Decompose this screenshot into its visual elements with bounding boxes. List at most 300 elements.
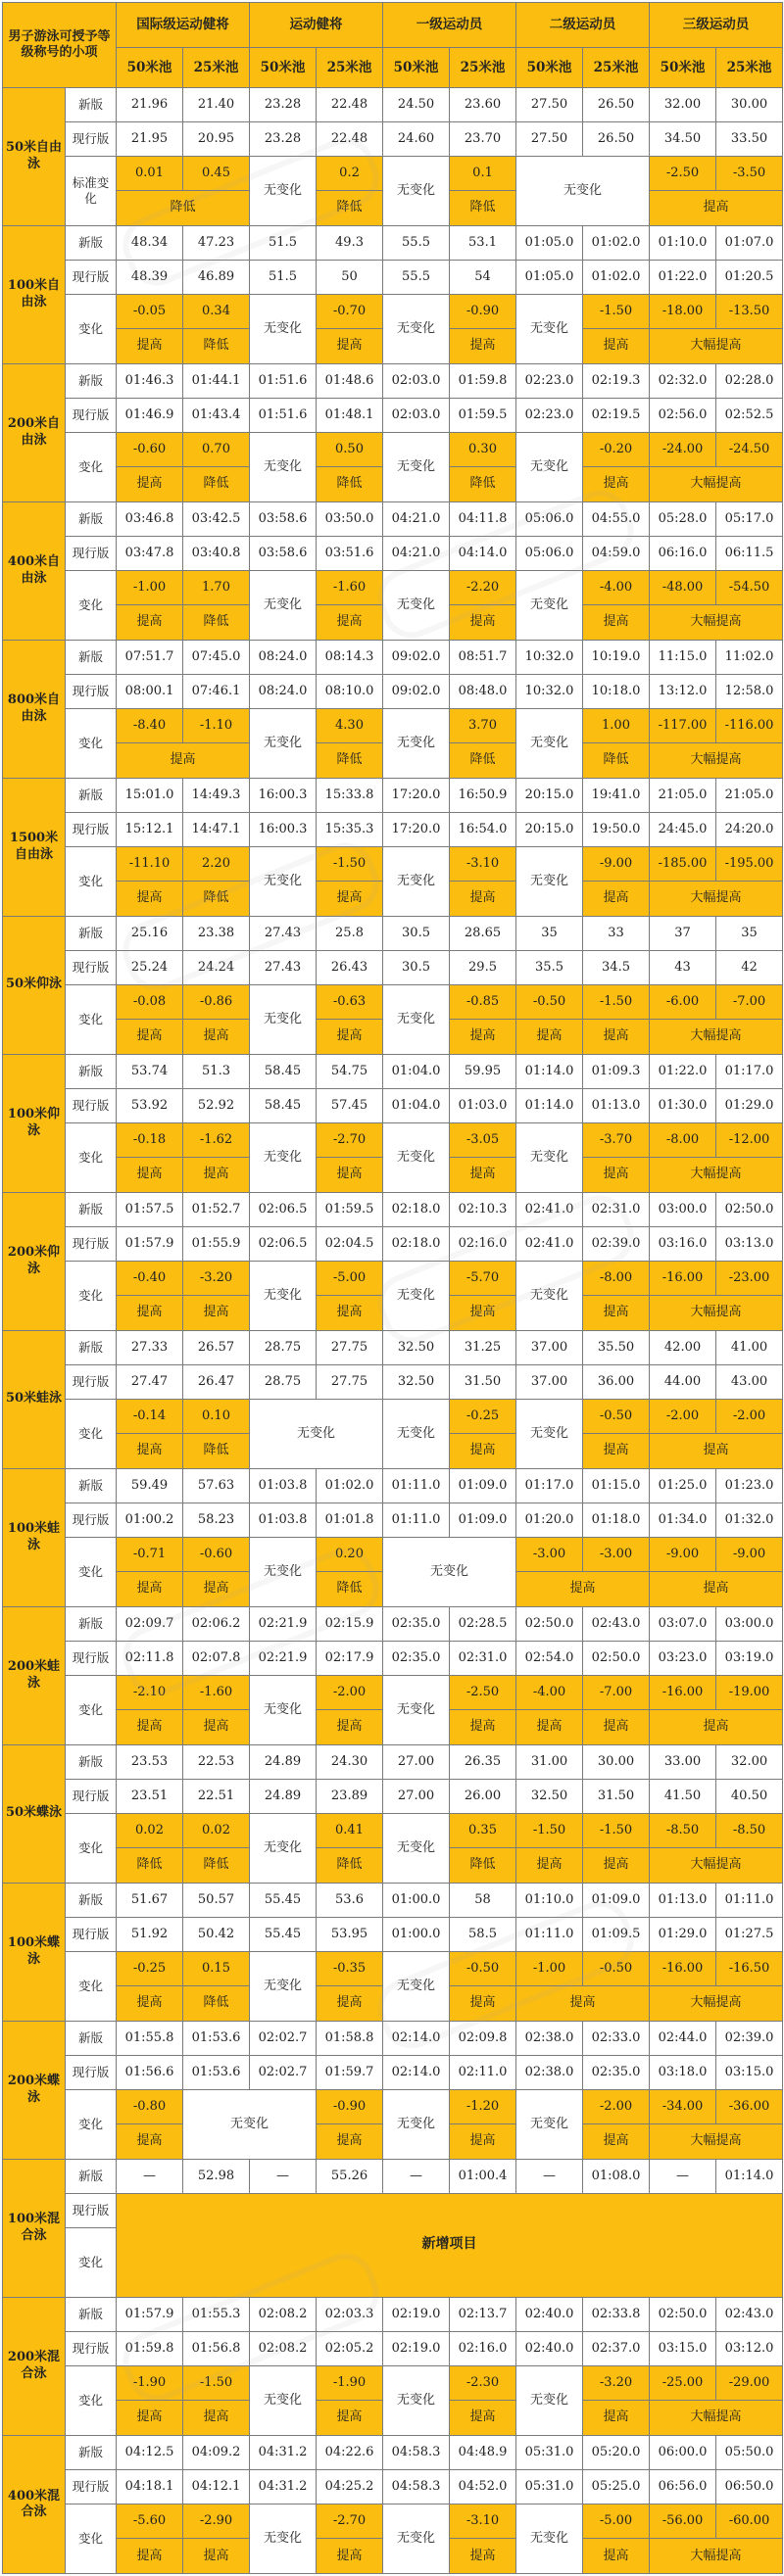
value-current: 01:20.0	[516, 1503, 583, 1537]
row-label-new: 新版	[66, 2435, 117, 2469]
header-row-pools	[3, 48, 783, 87]
change-unchanged: 无变化	[250, 157, 317, 226]
value-new: 02:44.0	[650, 2021, 716, 2055]
value-new: 08:14.3	[317, 640, 383, 674]
value-new: 01:46.3	[117, 363, 183, 398]
value-current: 53.95	[317, 1917, 383, 1951]
value-current: 01:57.9	[117, 1226, 183, 1261]
change-value: -0.35	[317, 1952, 383, 1986]
change-unchanged: 无变化	[250, 1676, 317, 1745]
change-value: 0.45	[183, 157, 250, 191]
table-row	[3, 2504, 783, 2539]
change-unchanged: 无变化	[383, 1400, 450, 1469]
change-verdict: 提高	[117, 2539, 183, 2574]
change-value: -4.00	[583, 571, 650, 605]
value-current: 23.70	[450, 121, 516, 156]
value-new: 37	[650, 916, 716, 950]
value-new: 28.75	[250, 1330, 317, 1364]
table-row	[3, 501, 783, 536]
table-row	[3, 985, 783, 1020]
table-row	[3, 2366, 783, 2401]
value-new: 53.1	[450, 225, 516, 260]
change-value: -1.60	[183, 1676, 250, 1710]
row-label-new: 新版	[66, 501, 117, 536]
value-current: 02:11.8	[117, 1641, 183, 1675]
change-verdict: 提高	[516, 1848, 583, 1883]
value-current: 44.00	[650, 1364, 716, 1399]
value-current: 58.23	[183, 1503, 250, 1537]
value-new: 01:03.8	[250, 1468, 317, 1503]
value-current: 08:00.1	[117, 674, 183, 708]
table-row	[3, 1503, 783, 1537]
value-current: 20:15.0	[516, 812, 583, 846]
value-current: 14:47.1	[183, 812, 250, 846]
change-value: -3.05	[450, 1123, 516, 1158]
change-value: -16.00	[650, 1262, 716, 1296]
change-unchanged: 无变化	[516, 2504, 583, 2574]
change-value: -7.00	[583, 1676, 650, 1710]
value-new: —	[383, 2159, 450, 2193]
change-verdict: 降低	[317, 191, 383, 225]
value-current: 01:04.0	[383, 1088, 450, 1122]
value-current: 02:07.8	[183, 1641, 250, 1675]
change-verdict: 提高	[317, 2124, 383, 2159]
change-value: 0.10	[183, 1400, 250, 1434]
event-name: 100米仰泳	[3, 1054, 66, 1192]
value-new: 50.57	[183, 1883, 250, 1917]
value-new: 02:06.5	[250, 1192, 317, 1226]
row-label-change: 变化	[66, 1676, 117, 1745]
change-verdict: 降低	[450, 191, 516, 225]
value-new: 01:58.8	[317, 2021, 383, 2055]
event-name: 400米混合泳	[3, 2435, 66, 2573]
value-current: 08:24.0	[250, 674, 317, 708]
change-value: -4.00	[516, 1676, 583, 1710]
change-verdict: 提高	[583, 2401, 650, 2435]
value-new: —	[117, 2159, 183, 2193]
table-row	[3, 225, 783, 260]
change-verdict: 降低	[450, 1848, 516, 1883]
value-current: 34.5	[583, 950, 650, 984]
value-current: 02:21.9	[250, 1641, 317, 1675]
value-current: 01:32.0	[716, 1503, 783, 1537]
change-verdict: 大幅提高	[650, 467, 783, 501]
table-row	[3, 2297, 783, 2331]
value-current: 02:38.0	[516, 2055, 583, 2089]
change-value: -0.86	[183, 985, 250, 1020]
value-new: 02:09.7	[117, 1606, 183, 1641]
change-unchanged: 无变化	[250, 1400, 383, 1469]
value-current: 17:20.0	[383, 812, 450, 846]
value-current: 54	[450, 260, 516, 294]
change-value: 0.01	[117, 157, 183, 191]
value-current: 03:15.0	[650, 2331, 716, 2365]
event-name: 800米自由泳	[3, 640, 66, 778]
change-value: 0.35	[450, 1814, 516, 1848]
change-unchanged: 无变化	[516, 1400, 583, 1469]
change-verdict: 降低	[183, 882, 250, 916]
change-value: 0.20	[317, 1538, 383, 1572]
event-name: 200米自由泳	[3, 363, 66, 501]
change-value: -9.00	[716, 1538, 783, 1572]
value-new: 17:20.0	[383, 778, 450, 812]
value-new: 04:21.0	[383, 501, 450, 536]
value-current: 01:56.8	[183, 2331, 250, 2365]
change-value: -1.60	[317, 571, 383, 605]
value-new: 10:32.0	[516, 640, 583, 674]
value-new: 01:53.6	[183, 2021, 250, 2055]
change-verdict: 提高	[516, 1710, 583, 1744]
change-verdict: 降低	[183, 605, 250, 640]
value-current: 28.75	[250, 1364, 317, 1399]
value-current: 27.75	[317, 1364, 383, 1399]
change-unchanged: 无变化	[516, 433, 583, 502]
value-current: 06:16.0	[650, 536, 716, 570]
table-row	[3, 1364, 783, 1399]
value-current: 02:35.0	[583, 2055, 650, 2089]
level-header: 三级运动员	[650, 3, 783, 48]
value-current: 31.50	[450, 1364, 516, 1399]
change-unchanged: 无变化	[383, 295, 450, 364]
change-value: -9.00	[650, 1538, 716, 1572]
change-value: -24.00	[650, 433, 716, 467]
value-current: 10:18.0	[583, 674, 650, 708]
value-new: 19:41.0	[583, 778, 650, 812]
change-unchanged: 无变化	[383, 985, 450, 1055]
value-current: 02:19.0	[383, 2331, 450, 2365]
table-row	[3, 433, 783, 467]
change-value: -54.50	[716, 571, 783, 605]
value-current: 01:59.7	[317, 2055, 383, 2089]
change-verdict: 提高	[117, 1020, 183, 1054]
row-label-current: 现行版	[66, 1226, 117, 1261]
change-verdict: 提高	[583, 1434, 650, 1468]
value-new: 01:52.7	[183, 1192, 250, 1226]
change-value: -1.00	[117, 571, 183, 605]
value-new: 55.5	[383, 225, 450, 260]
value-current: 03:13.0	[716, 1226, 783, 1261]
value-new: 26.57	[183, 1330, 250, 1364]
table-row	[3, 640, 783, 674]
value-new: 24.50	[383, 87, 450, 121]
change-value: -3.70	[583, 1123, 650, 1158]
table-row	[3, 2193, 783, 2227]
value-current: 27.00	[383, 1779, 450, 1813]
value-current: 16:00.3	[250, 812, 317, 846]
value-new: 23.60	[450, 87, 516, 121]
value-new: 05:17.0	[716, 501, 783, 536]
value-new: 53.6	[317, 1883, 383, 1917]
change-unchanged: 无变化	[516, 571, 583, 641]
change-verdict: 大幅提高	[650, 2539, 783, 2574]
value-new: 02:33.0	[583, 2021, 650, 2055]
change-verdict: 降低	[117, 1848, 183, 1883]
change-value: -3.00	[516, 1538, 583, 1572]
event-name: 1500米自由泳	[3, 778, 66, 916]
table-row	[3, 1330, 783, 1364]
change-verdict: 提高	[183, 1572, 250, 1606]
change-unchanged: 无变化	[516, 1123, 583, 1193]
value-current: 01:05.0	[516, 260, 583, 294]
change-verdict: 提高	[317, 1020, 383, 1054]
value-new: 02:19.3	[583, 363, 650, 398]
event-name: 100米蝶泳	[3, 1883, 66, 2021]
value-current: 01:43.4	[183, 398, 250, 432]
change-verdict: 提高	[183, 2539, 250, 2574]
change-verdict: 提高	[450, 1710, 516, 1744]
change-value: -2.30	[450, 2366, 516, 2401]
value-current: 04:14.0	[450, 536, 516, 570]
value-new: 21:05.0	[716, 778, 783, 812]
value-new: 37.00	[516, 1330, 583, 1364]
row-label-current: 现行版	[66, 1917, 117, 1951]
value-new: 04:12.5	[117, 2435, 183, 2469]
change-verdict: 降低	[183, 1986, 250, 2021]
value-new: 02:39.0	[716, 2021, 783, 2055]
table-row	[3, 398, 783, 432]
change-value: -185.00	[650, 847, 716, 882]
value-new: 52.98	[183, 2159, 250, 2193]
change-value: -8.00	[650, 1123, 716, 1158]
change-value: -2.00	[716, 1400, 783, 1434]
value-new: 49.3	[317, 225, 383, 260]
value-new: 11:15.0	[650, 640, 716, 674]
table-row	[3, 916, 783, 950]
change-value: -2.20	[450, 571, 516, 605]
table-row	[3, 2469, 783, 2504]
value-current: 01:03.8	[250, 1503, 317, 1537]
value-current: 02:18.0	[383, 1226, 450, 1261]
change-value: 0.02	[117, 1814, 183, 1848]
value-new: 01:14.0	[716, 2159, 783, 2193]
change-verdict: 降低	[183, 329, 250, 363]
table-row	[3, 709, 783, 743]
value-current: 02:56.0	[650, 398, 716, 432]
change-unchanged: 无变化	[250, 295, 317, 364]
change-verdict: 提高	[117, 1434, 183, 1468]
value-new: 32.00	[650, 87, 716, 121]
value-current: 27.50	[516, 121, 583, 156]
value-new: 02:23.0	[516, 363, 583, 398]
change-value: -0.71	[117, 1538, 183, 1572]
change-value: -1.50	[317, 847, 383, 882]
change-unchanged: 无变化	[383, 2090, 450, 2160]
change-verdict: 提高	[516, 1986, 650, 2021]
value-new: 14:49.3	[183, 778, 250, 812]
value-new: 51.67	[117, 1883, 183, 1917]
change-verdict: 提高	[516, 1572, 650, 1606]
value-current: 35.5	[516, 950, 583, 984]
table-row	[3, 2159, 783, 2193]
value-current: 55.45	[250, 1917, 317, 1951]
value-current: 02:31.0	[450, 1641, 516, 1675]
change-value: -1.62	[183, 1123, 250, 1158]
value-new: 02:38.0	[516, 2021, 583, 2055]
change-value: -12.00	[716, 1123, 783, 1158]
value-new: 03:50.0	[317, 501, 383, 536]
value-current: 03:16.0	[650, 1226, 716, 1261]
row-label-new: 新版	[66, 1192, 117, 1226]
value-new: 24.89	[250, 1744, 317, 1779]
change-value: -0.40	[117, 1262, 183, 1296]
value-new: 27.75	[317, 1330, 383, 1364]
change-verdict: 提高	[583, 467, 650, 501]
pool-header: 50米池	[516, 48, 583, 87]
value-new: 02:35.0	[383, 1606, 450, 1641]
value-current: 01:14.0	[516, 1088, 583, 1122]
change-verdict: 提高	[117, 882, 183, 916]
event-name: 50米自由泳	[3, 87, 66, 225]
change-value: -18.00	[650, 295, 716, 329]
change-unchanged: 无变化	[516, 709, 583, 779]
value-current: 01:03.0	[450, 1088, 516, 1122]
change-verdict: 提高	[583, 882, 650, 916]
change-verdict: 提高	[450, 1020, 516, 1054]
change-value: -0.50	[583, 1400, 650, 1434]
table-row	[3, 1468, 783, 1503]
change-verdict: 提高	[183, 1020, 250, 1054]
value-current: 02:37.0	[583, 2331, 650, 2365]
change-value: -1.50	[183, 2366, 250, 2401]
value-new: 05:50.0	[716, 2435, 783, 2469]
change-unchanged: 无变化	[383, 1538, 516, 1607]
change-verdict: 提高	[650, 1434, 783, 1468]
table-row	[3, 1088, 783, 1122]
table-row	[3, 1400, 783, 1434]
value-new: 47.23	[183, 225, 250, 260]
event-name: 200米蛙泳	[3, 1606, 66, 1744]
value-new: 57.63	[183, 1468, 250, 1503]
value-new: 30.00	[716, 87, 783, 121]
value-new: 03:00.0	[650, 1192, 716, 1226]
value-current: 33.50	[716, 121, 783, 156]
pool-header: 25米池	[183, 48, 250, 87]
change-verdict: 提高	[583, 1710, 650, 1744]
value-new: 25.8	[317, 916, 383, 950]
row-label-current: 现行版	[66, 1364, 117, 1399]
value-current: 01:09.5	[583, 1917, 650, 1951]
table-row	[3, 674, 783, 708]
value-new: 02:32.0	[650, 363, 716, 398]
change-verdict: 大幅提高	[650, 1296, 783, 1330]
value-new: 59.95	[450, 1054, 516, 1088]
table-row	[3, 1917, 783, 1951]
value-current: 43	[650, 950, 716, 984]
change-value: 4.30	[317, 709, 383, 743]
change-value: -2.00	[317, 1676, 383, 1710]
change-unchanged: 无变化	[383, 157, 450, 226]
change-verdict: 提高	[450, 1296, 516, 1330]
value-new: 01:25.0	[650, 1468, 716, 1503]
value-current: 02:06.5	[250, 1226, 317, 1261]
value-current: 04:12.1	[183, 2469, 250, 2504]
level-header: 二级运动员	[516, 3, 650, 48]
value-new: 01:10.0	[516, 1883, 583, 1917]
row-label-change: 变化	[66, 1538, 117, 1607]
row-label-new: 新版	[66, 778, 117, 812]
value-current: 58.45	[250, 1088, 317, 1122]
change-value: -0.60	[117, 433, 183, 467]
value-current: 30.5	[383, 950, 450, 984]
value-current: 01:46.9	[117, 398, 183, 432]
value-current: 01:53.6	[183, 2055, 250, 2089]
change-value: -2.50	[650, 157, 716, 191]
table-row	[3, 536, 783, 570]
value-current: 03:47.8	[117, 536, 183, 570]
value-current: 02:16.0	[450, 1226, 516, 1261]
value-current: 04:52.0	[450, 2469, 516, 2504]
pool-header: 50米池	[250, 48, 317, 87]
value-new: 22.48	[317, 87, 383, 121]
value-current: 57.45	[317, 1088, 383, 1122]
change-value: -2.90	[183, 2504, 250, 2539]
value-current: 43.00	[716, 1364, 783, 1399]
change-unchanged: 无变化	[383, 1262, 450, 1331]
value-current: 01:09.0	[450, 1503, 516, 1537]
event-name: 100米自由泳	[3, 225, 66, 363]
change-verdict: 提高	[117, 2401, 183, 2435]
change-unchanged: 无变化	[383, 1952, 450, 2022]
value-new: 02:02.7	[250, 2021, 317, 2055]
change-verdict: 提高	[450, 2124, 516, 2159]
change-verdict: 提高	[583, 329, 650, 363]
value-new: 01:00.0	[383, 1883, 450, 1917]
table-row	[3, 1779, 783, 1813]
table-row	[3, 2331, 783, 2365]
value-new: 02:28.5	[450, 1606, 516, 1641]
value-new: 05:20.0	[583, 2435, 650, 2469]
value-current: 02:11.0	[450, 2055, 516, 2089]
value-new: —	[516, 2159, 583, 2193]
event-name: 200米蝶泳	[3, 2021, 66, 2159]
change-verdict: 大幅提高	[650, 1986, 783, 2021]
value-current: 02:41.0	[516, 1226, 583, 1261]
change-value: -5.60	[117, 2504, 183, 2539]
change-unchanged: 无变化	[250, 571, 317, 641]
value-current: 01:30.0	[650, 1088, 716, 1122]
change-value: -3.20	[183, 1262, 250, 1296]
value-current: 02:16.0	[450, 2331, 516, 2365]
change-value: 0.30	[450, 433, 516, 467]
change-value: 3.70	[450, 709, 516, 743]
change-verdict: 提高	[583, 1296, 650, 1330]
change-value: -60.00	[716, 2504, 783, 2539]
row-label-current: 现行版	[66, 536, 117, 570]
value-current: 02:14.0	[383, 2055, 450, 2089]
change-value: -34.00	[650, 2090, 716, 2124]
value-new: 22.53	[183, 1744, 250, 1779]
row-label-current: 现行版	[66, 121, 117, 156]
change-value: -8.50	[650, 1814, 716, 1848]
value-new: 03:00.0	[716, 1606, 783, 1641]
change-value: 0.02	[183, 1814, 250, 1848]
change-verdict: 提高	[117, 1710, 183, 1744]
table-row	[3, 1262, 783, 1296]
change-verdict: 提高	[583, 605, 650, 640]
change-value: -1.50	[516, 1814, 583, 1848]
change-verdict: 提高	[317, 329, 383, 363]
value-new: —	[250, 2159, 317, 2193]
value-current: 01:34.0	[650, 1503, 716, 1537]
change-value: -1.50	[583, 1814, 650, 1848]
change-unchanged: 无变化	[383, 1814, 450, 1884]
change-value: -0.50	[450, 1952, 516, 1986]
value-new: 03:42.5	[183, 501, 250, 536]
header-row-levels	[3, 3, 783, 48]
value-new: 21:05.0	[650, 778, 716, 812]
value-new: 23.38	[183, 916, 250, 950]
row-label-change: 变化	[66, 295, 117, 364]
